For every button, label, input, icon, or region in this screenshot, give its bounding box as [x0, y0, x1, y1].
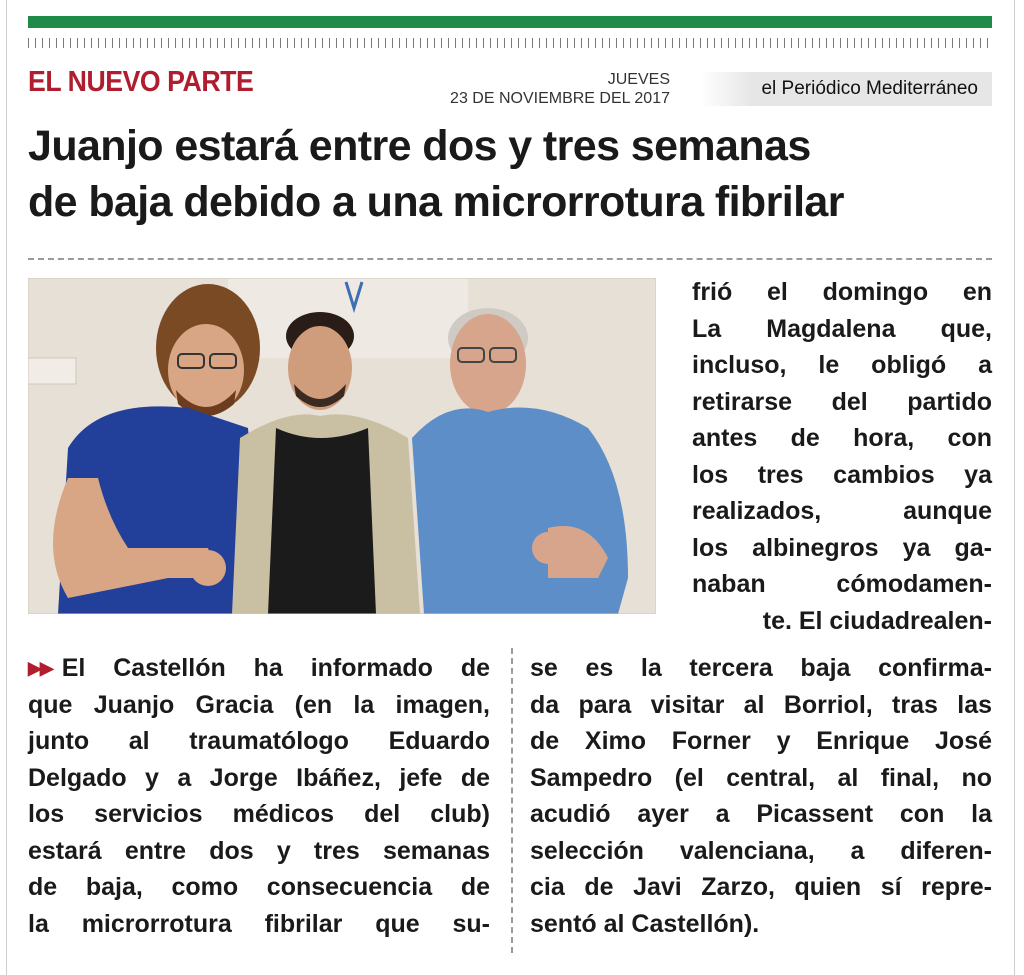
headline-divider — [28, 258, 992, 260]
headline-line-2: de baja debido a una microrrotura fibrilar — [28, 178, 844, 226]
page-edge-right — [1014, 0, 1015, 975]
tick-rule — [28, 38, 992, 48]
body-line: los albinegros ya ga- — [692, 533, 992, 562]
bullet-arrows-icon: ▶▶ — [28, 658, 52, 678]
column-divider — [511, 648, 513, 953]
body-line: frió el domingo en — [692, 278, 992, 306]
body-line: da para visitar al Borriol, tras las — [530, 690, 992, 719]
publication-date: 23 DE NOVIEMBRE DEL 2017 — [450, 90, 670, 107]
dateline — [420, 70, 670, 108]
body-line: de Ximo Forner y Enrique José — [530, 727, 992, 755]
body-line-first — [28, 650, 490, 687]
body-line: de baja, como consecuencia de — [28, 873, 490, 901]
page-edge-left — [6, 0, 7, 975]
newspaper-name: el Periódico Mediterráneo — [761, 78, 978, 99]
body-line: El Castellón ha informado de — [61, 654, 490, 682]
section-title: EL NUEVO PARTE — [28, 66, 254, 98]
article-column-right-lower — [530, 650, 992, 942]
weekday: JUEVES — [607, 71, 670, 88]
photo-three-men — [28, 278, 656, 614]
body-line: realizados, aunque — [692, 497, 992, 525]
newspaper-name-badge — [700, 72, 992, 106]
article-column-left — [28, 650, 490, 942]
body-line: naban cómodamen- — [692, 570, 992, 598]
body-line: selección valenciana, a diferen- — [530, 836, 992, 865]
top-color-bar — [28, 16, 992, 28]
body-line: Sampedro (el central, al final, no — [530, 763, 992, 792]
body-line: antes de hora, con — [692, 424, 992, 452]
body-line: retirarse del partido — [692, 387, 992, 416]
body-line: cia de Javi Zarzo, quien sí repre- — [530, 873, 992, 901]
body-line: junto al traumatólogo Eduardo — [28, 727, 490, 755]
article-column-right-upper — [692, 274, 992, 639]
body-line: se es la tercera baja confirma- — [530, 654, 992, 682]
body-line: acudió ayer a Picassent con la — [530, 800, 992, 828]
body-line: incluso, le obligó a — [692, 351, 992, 379]
body-line: te. El ciudadrealen- — [762, 606, 992, 635]
body-line: Delgado y a Jorge Ibáñez, jefe de — [28, 763, 490, 792]
body-line: estará entre dos y tres semanas — [28, 836, 490, 865]
body-line: sentó al Castellón). — [530, 909, 760, 938]
body-line: La Magdalena que, — [692, 314, 992, 343]
photo-illustration — [28, 278, 656, 614]
body-line: los tres cambios ya — [692, 460, 992, 489]
body-line: la microrrotura fibrilar que su- — [28, 909, 490, 938]
headline — [28, 118, 988, 230]
headline-line-1: Juanjo estará entre dos y tres semanas — [28, 122, 811, 170]
body-line: los servicios médicos del club) — [28, 800, 490, 828]
body-line: que Juanjo Gracia (en la imagen, — [28, 690, 490, 719]
